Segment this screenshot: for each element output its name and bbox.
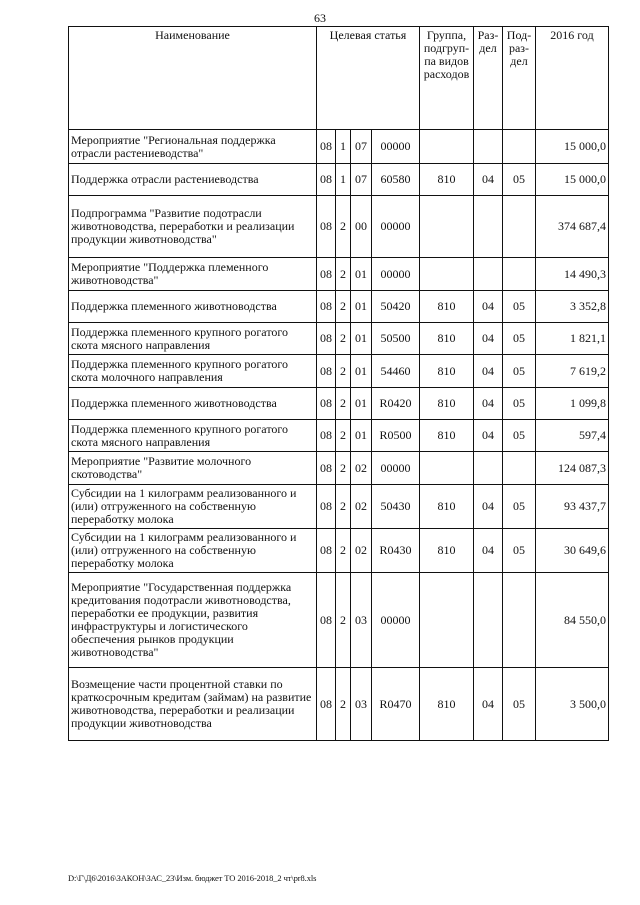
expense-group [420, 196, 474, 258]
target-code-2: 1 [336, 130, 351, 164]
target-code-4: 60580 [372, 164, 420, 196]
table-row [69, 291, 609, 323]
target-code-2: 2 [336, 420, 351, 452]
expense-group: 810 [420, 668, 474, 741]
amount-2016: 3 500,0 [536, 668, 609, 741]
subsection-code: 05 [503, 388, 536, 420]
subsection-code: 05 [503, 485, 536, 529]
header-name: Наименование [69, 27, 317, 130]
subsection-code: 05 [503, 291, 536, 323]
target-code-2: 2 [336, 196, 351, 258]
subsection-code: 05 [503, 420, 536, 452]
header-group: Группа, подгруп-па видов расходов [420, 27, 474, 130]
target-code-3: 01 [351, 420, 372, 452]
row-name: Поддержка племенного крупного рогатого скота мясного направления [69, 323, 317, 355]
target-code-2: 2 [336, 323, 351, 355]
target-code-3: 00 [351, 196, 372, 258]
expense-group: 810 [420, 529, 474, 573]
section-code [474, 573, 503, 668]
amount-2016: 7 619,2 [536, 355, 609, 388]
target-code-3: 01 [351, 388, 372, 420]
table-row [69, 529, 609, 573]
expense-group [420, 573, 474, 668]
row-name: Мероприятие "Региональная поддержка отрасли растениеводства" [69, 130, 317, 164]
target-code-1: 08 [317, 323, 336, 355]
target-code-1: 08 [317, 529, 336, 573]
amount-2016: 15 000,0 [536, 130, 609, 164]
target-code-1: 08 [317, 164, 336, 196]
amount-2016: 84 550,0 [536, 573, 609, 668]
table-row [69, 452, 609, 485]
target-code-3: 01 [351, 291, 372, 323]
row-name: Субсидии на 1 килограмм реализованного и (или) отгруженного на собственную переработку молока [69, 485, 317, 529]
table-row [69, 485, 609, 529]
target-code-1: 08 [317, 258, 336, 291]
expense-group: 810 [420, 388, 474, 420]
table-row [69, 196, 609, 258]
target-code-2: 2 [336, 485, 351, 529]
table-body [69, 130, 609, 741]
target-code-2: 2 [336, 291, 351, 323]
amount-2016: 374 687,4 [536, 196, 609, 258]
target-code-4: 50430 [372, 485, 420, 529]
amount-2016: 15 000,0 [536, 164, 609, 196]
target-code-1: 08 [317, 485, 336, 529]
row-name: Мероприятие "Поддержка племенного животноводства" [69, 258, 317, 291]
table-row [69, 323, 609, 355]
subsection-code [503, 130, 536, 164]
target-code-4: 50420 [372, 291, 420, 323]
target-code-4: R0500 [372, 420, 420, 452]
expense-group: 810 [420, 164, 474, 196]
target-code-2: 2 [336, 258, 351, 291]
row-name: Мероприятие "Развитие молочного скотоводства" [69, 452, 317, 485]
row-name: Поддержка племенного животноводства [69, 388, 317, 420]
target-code-2: 2 [336, 355, 351, 388]
section-code [474, 258, 503, 291]
subsection-code [503, 196, 536, 258]
section-code: 04 [474, 164, 503, 196]
subsection-code [503, 573, 536, 668]
amount-2016: 14 490,3 [536, 258, 609, 291]
table-row [69, 258, 609, 291]
row-name: Поддержка племенного крупного рогатого скота мясного направления [69, 420, 317, 452]
target-code-2: 2 [336, 668, 351, 741]
target-code-1: 08 [317, 388, 336, 420]
target-code-4: R0470 [372, 668, 420, 741]
target-code-3: 07 [351, 130, 372, 164]
target-code-3: 07 [351, 164, 372, 196]
row-name: Поддержка племенного крупного рогатого скота молочного направления [69, 355, 317, 388]
expense-group [420, 452, 474, 485]
table-row [69, 130, 609, 164]
target-code-3: 03 [351, 573, 372, 668]
expense-group: 810 [420, 291, 474, 323]
target-code-2: 2 [336, 452, 351, 485]
target-code-3: 02 [351, 485, 372, 529]
header-year: 2016 год [536, 27, 609, 130]
header-target-article: Целевая статья [317, 27, 420, 130]
table-row [69, 355, 609, 388]
row-name: Субсидии на 1 килограмм реализованного и (или) отгруженного на собственную переработку молока [69, 529, 317, 573]
subsection-code: 05 [503, 323, 536, 355]
section-code: 04 [474, 420, 503, 452]
table-row [69, 420, 609, 452]
target-code-4: 00000 [372, 573, 420, 668]
target-code-3: 02 [351, 529, 372, 573]
expense-group: 810 [420, 420, 474, 452]
row-name: Поддержка племенного животноводства [69, 291, 317, 323]
target-code-4: 00000 [372, 130, 420, 164]
section-code: 04 [474, 323, 503, 355]
section-code: 04 [474, 388, 503, 420]
subsection-code [503, 452, 536, 485]
subsection-code [503, 258, 536, 291]
section-code [474, 130, 503, 164]
row-name: Мероприятие "Государственная поддержка кредитования подотрасли животноводства, переработки ее продукции, развития инфраструктуры и логистического обеспечения рынков продукции животноводства" [69, 573, 317, 668]
table-row [69, 388, 609, 420]
target-code-2: 2 [336, 573, 351, 668]
amount-2016: 1 099,8 [536, 388, 609, 420]
target-code-3: 01 [351, 355, 372, 388]
table-row [69, 573, 609, 668]
page-number: 63 [314, 11, 326, 25]
header-section: Раз-дел [474, 27, 503, 130]
target-code-3: 01 [351, 323, 372, 355]
amount-2016: 597,4 [536, 420, 609, 452]
row-name: Подпрограмма "Развитие подотрасли животноводства, переработки и реализации продукции животноводства" [69, 196, 317, 258]
target-code-1: 08 [317, 196, 336, 258]
target-code-1: 08 [317, 668, 336, 741]
section-code: 04 [474, 291, 503, 323]
target-code-4: 50500 [372, 323, 420, 355]
target-code-1: 08 [317, 573, 336, 668]
table-header-row [69, 27, 609, 130]
file-path-footer: D:\Г\Д6\2016\ЗАКОН\ЗАС_23\Изм. бюджет ТО 2016-2018_2 чт\pr8.xls [68, 873, 317, 883]
expense-group: 810 [420, 355, 474, 388]
target-code-4: R0420 [372, 388, 420, 420]
target-code-2: 1 [336, 164, 351, 196]
expense-group: 810 [420, 323, 474, 355]
target-code-4: 00000 [372, 196, 420, 258]
amount-2016: 124 087,3 [536, 452, 609, 485]
header-subsection: Под-раз-дел [503, 27, 536, 130]
amount-2016: 1 821,1 [536, 323, 609, 355]
target-code-4: 00000 [372, 258, 420, 291]
target-code-3: 01 [351, 258, 372, 291]
subsection-code: 05 [503, 668, 536, 741]
target-code-1: 08 [317, 452, 336, 485]
row-name: Поддержка отрасли растениеводства [69, 164, 317, 196]
amount-2016: 30 649,6 [536, 529, 609, 573]
row-name: Возмещение части процентной ставки по краткосрочным кредитам (займам) на развитие животноводства, переработки и реализации продукции животноводства [69, 668, 317, 741]
target-code-1: 08 [317, 420, 336, 452]
target-code-1: 08 [317, 291, 336, 323]
target-code-4: R0430 [372, 529, 420, 573]
budget-table [68, 26, 609, 741]
target-code-3: 02 [351, 452, 372, 485]
subsection-code: 05 [503, 529, 536, 573]
table-row [69, 164, 609, 196]
target-code-2: 2 [336, 388, 351, 420]
subsection-code: 05 [503, 355, 536, 388]
amount-2016: 3 352,8 [536, 291, 609, 323]
expense-group: 810 [420, 485, 474, 529]
amount-2016: 93 437,7 [536, 485, 609, 529]
expense-group [420, 258, 474, 291]
section-code: 04 [474, 485, 503, 529]
table-row [69, 668, 609, 741]
section-code: 04 [474, 668, 503, 741]
target-code-4: 54460 [372, 355, 420, 388]
target-code-1: 08 [317, 130, 336, 164]
section-code: 04 [474, 529, 503, 573]
section-code: 04 [474, 355, 503, 388]
target-code-3: 03 [351, 668, 372, 741]
section-code [474, 452, 503, 485]
expense-group [420, 130, 474, 164]
section-code [474, 196, 503, 258]
target-code-2: 2 [336, 529, 351, 573]
target-code-1: 08 [317, 355, 336, 388]
subsection-code: 05 [503, 164, 536, 196]
target-code-4: 00000 [372, 452, 420, 485]
